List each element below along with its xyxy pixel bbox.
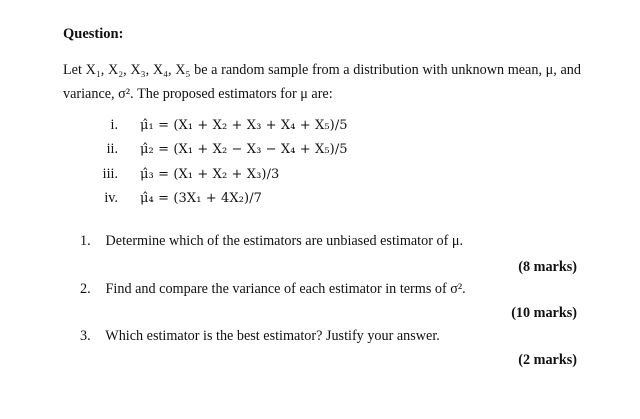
question-text: Determine which of the estimators are unbiased estimator of μ.: [105, 233, 463, 249]
question-item-1: [80, 233, 580, 250]
question-number: 3.: [80, 328, 91, 344]
estimator-number: iv.: [104, 190, 118, 207]
question-text: Find and compare the variance of each estimator in terms of σ².: [105, 281, 466, 297]
estimator-number: i.: [110, 116, 118, 133]
estimator-formula: μ̂₄ = (3X₁ + 4X₂)/7: [140, 191, 263, 207]
marks-label-3: (2 marks): [518, 352, 577, 368]
estimator-item: [100, 162, 348, 187]
marks-label-1: (8 marks): [518, 259, 577, 275]
estimator-list: [100, 113, 348, 211]
estimator-formula: μ̂₂ = (X₁ + X₂ − X₃ − X₄ + X₅)/5: [140, 142, 348, 158]
estimator-number: iii.: [102, 165, 118, 182]
question-item-2: [80, 281, 580, 298]
estimator-item: [100, 187, 348, 212]
question-item-3: [80, 328, 580, 345]
estimator-number: ii.: [106, 141, 118, 158]
estimator-item: [100, 113, 348, 138]
question-text: Which estimator is the best estimator? Justify your answer.: [105, 328, 440, 344]
estimator-item: [100, 138, 348, 163]
marks-label-2: (10 marks): [511, 305, 577, 321]
problem-statement: Let X₁, X₂, X₃, X₄, X₅ be a random sample from a distribution with unknown mean, μ, and variance, σ². The proposed estimators for μ are:: [63, 62, 581, 102]
estimator-formula: μ̂₃ = (X₁ + X₂ + X₃)/3: [140, 166, 280, 182]
estimator-formula: μ̂₁ = (X₁ + X₂ + X₃ + X₄ + X₅)/5: [140, 117, 348, 133]
question-heading: Question:: [63, 26, 124, 42]
question-number: 2.: [80, 281, 91, 297]
question-number: 1.: [80, 233, 91, 249]
